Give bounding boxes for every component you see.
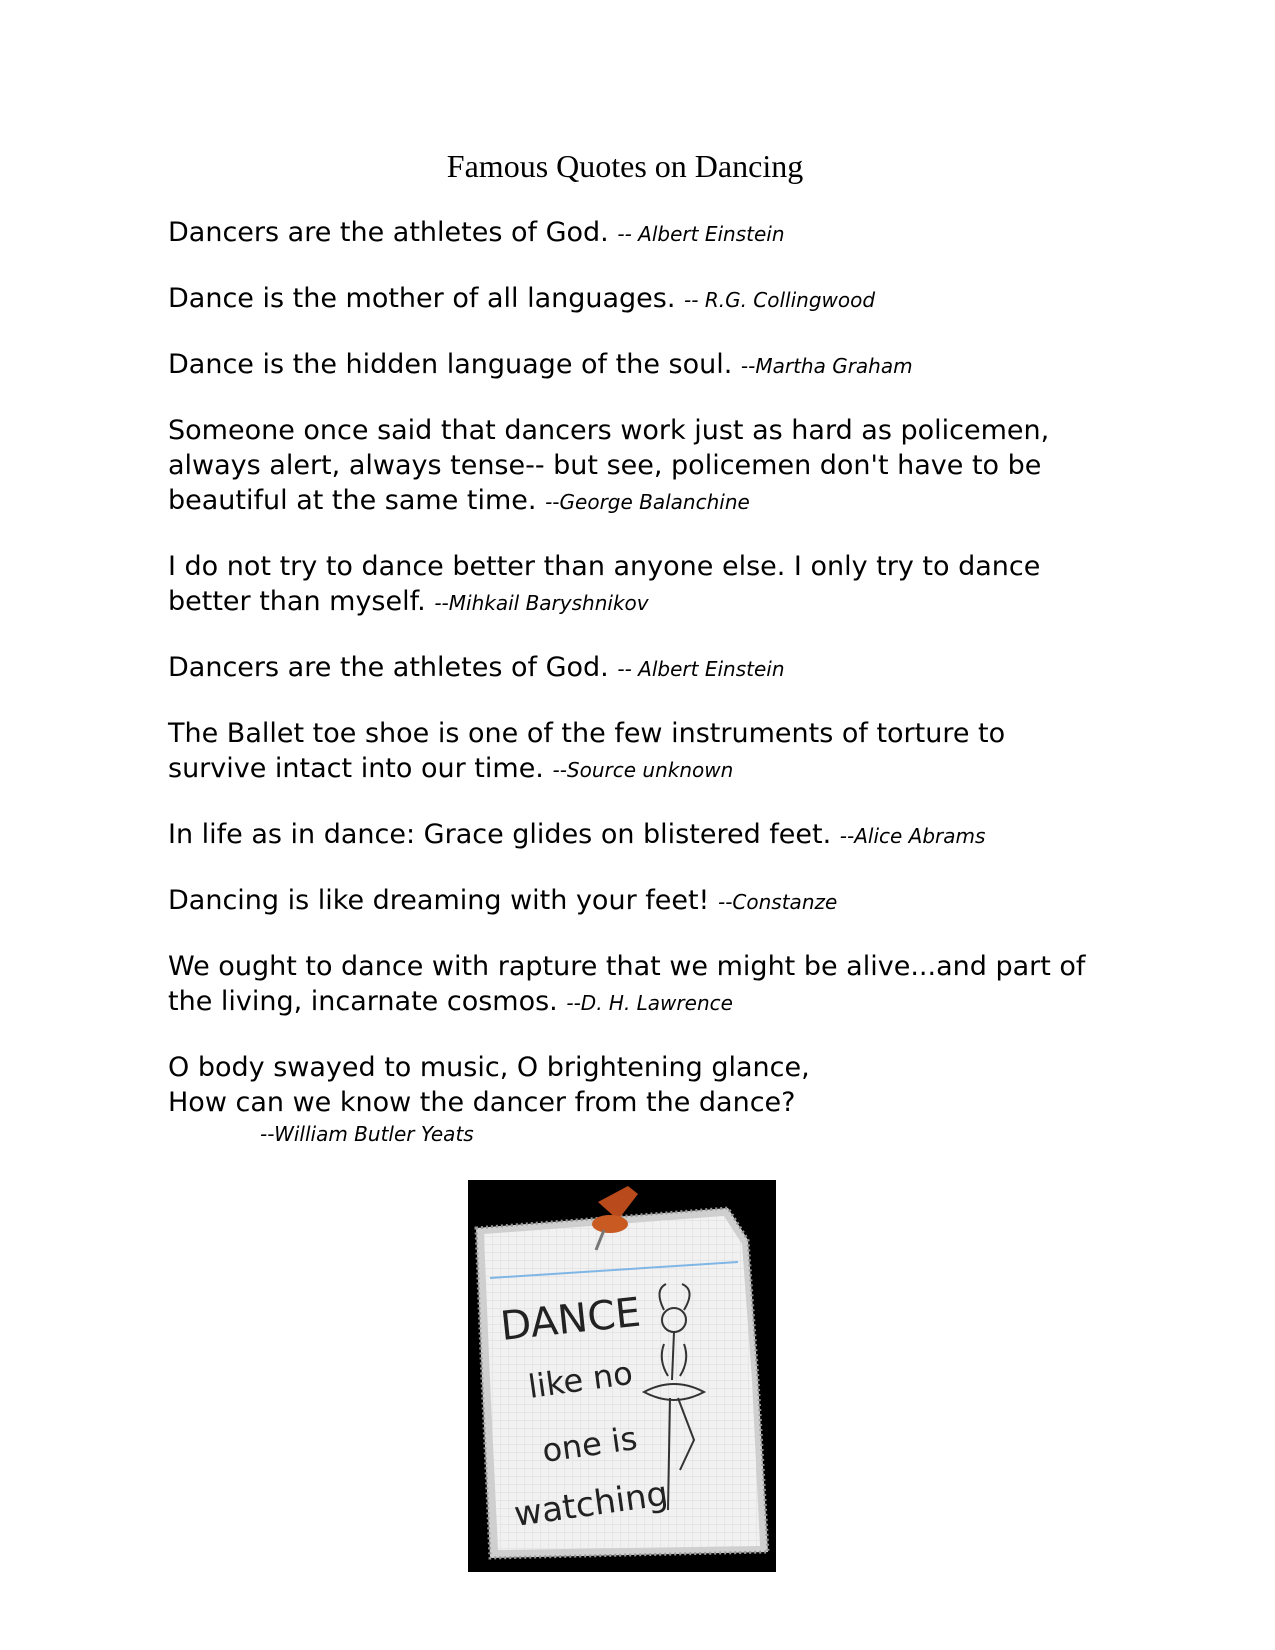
quote-text: Dancers are the athletes of God. [168,217,609,248]
quote-item [168,650,1108,687]
quote-list [168,215,1108,1177]
quote-author: -- R.G. Collingwood [684,288,876,312]
quote-text: Dancers are the athletes of God. [168,652,609,683]
quote-item [168,347,1108,384]
quote-author: --Martha Graham [740,354,913,378]
quote-text: I do not try to dance better than anyone else. I only try to dance better than myself. [168,551,1041,617]
quote-author: --Source unknown [552,758,734,782]
quote-text: O body swayed to music, O brightening glance, [168,1052,810,1083]
quote-author: --D. H. Lawrence [566,991,733,1015]
quote-author: --William Butler Yeats [260,1122,474,1146]
quote-text: Someone once said that dancers work just as hard as policemen, always alert, always tense-- but see, policemen don't have to be beautiful at the same time. [168,415,1050,516]
quote-item [168,215,1108,252]
quote-item [168,716,1108,788]
quote-author: --George Balanchine [545,490,750,514]
quote-author: --Mihkail Baryshnikov [434,591,649,615]
quote-item [168,281,1108,318]
quote-item [168,883,1108,920]
quote-text: In life as in dance: Grace glides on blistered feet. [168,819,832,850]
quote-item [168,413,1108,520]
quote-author: --Constanze [717,890,838,914]
quote-text: The Ballet toe shoe is one of the few instruments of torture to survive intact into our time. [168,718,1006,784]
note-line-4: watching [511,1473,671,1535]
quote-author: -- Albert Einstein [617,657,785,681]
note-line-1: DANCE [498,1289,643,1350]
note-line-3: one is [539,1419,640,1470]
quote-item [168,949,1108,1021]
note-illustration [468,1180,776,1572]
quote-item [168,817,1108,854]
dance-note-image [468,1180,776,1572]
document-title: Famous Quotes on Dancing [446,148,804,184]
quote-author: --Alice Abrams [839,824,986,848]
quote-item [168,549,1108,621]
note-line-2: like no [525,1353,635,1406]
quote-text: We ought to dance with rapture that we might be alive...and part of the living, incarnate cosmos. [168,951,1086,1017]
quote-text: Dance is the hidden language of the soul. [168,349,733,380]
quote-text: Dance is the mother of all languages. [168,283,676,314]
quote-text: Dancing is like dreaming with your feet! [168,885,710,916]
quote-item-yeats [168,1050,1108,1148]
quote-text: How can we know the dancer from the dance? [168,1087,796,1118]
quote-author: -- Albert Einstein [617,222,785,246]
